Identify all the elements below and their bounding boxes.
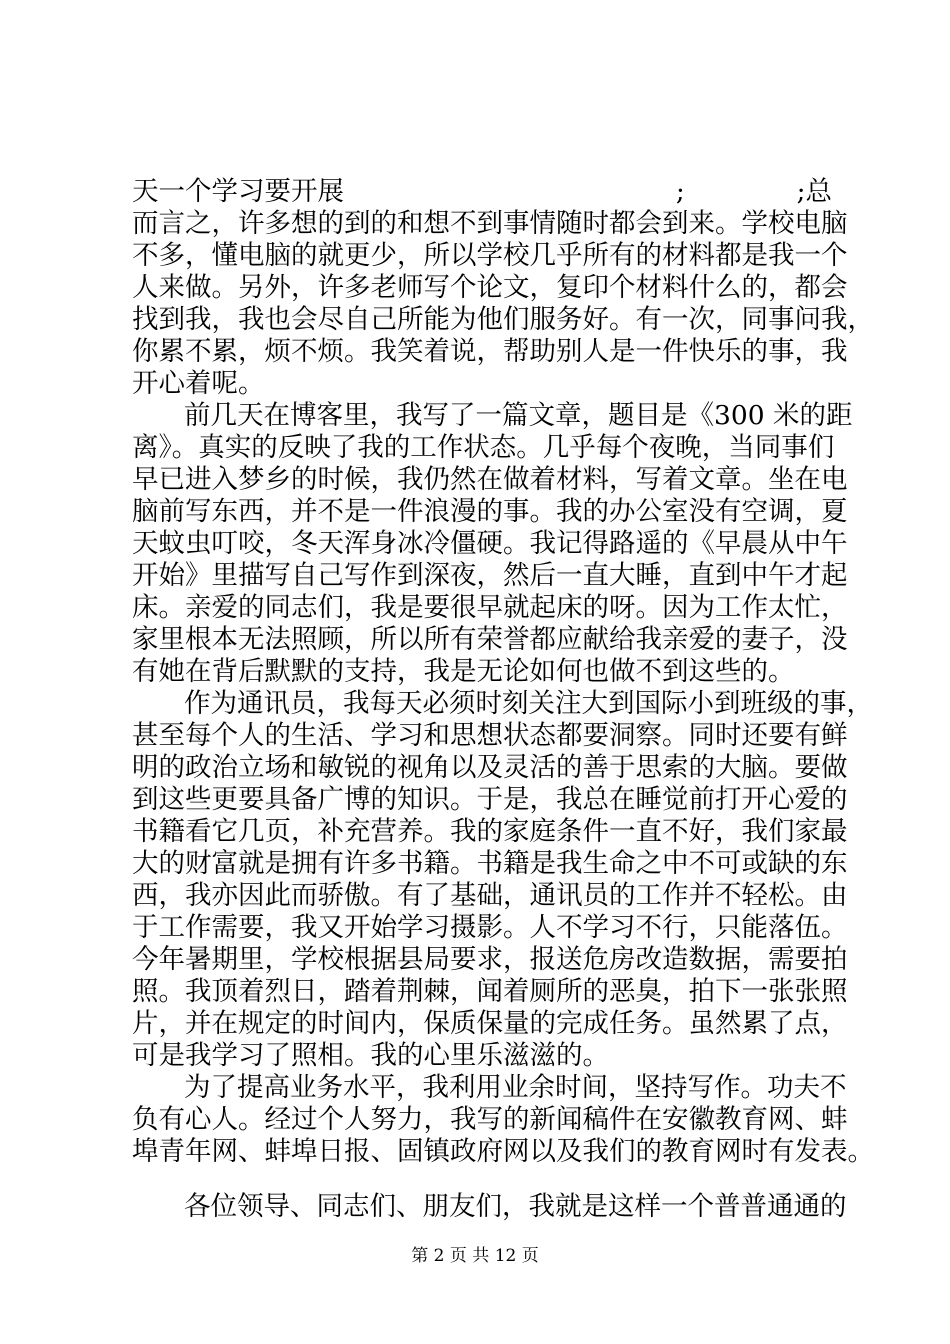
paragraph-first-line: 前几天在博客里，我写了一篇文章，题目是《300 米的距 [184,400,853,431]
text-line: 今年暑期里，学校根据县局要求，报送危房改造数据，需要拍 [132,944,848,975]
text-line-1 [132,176,832,208]
text-line: 天蚊虫叮咬，冬天浑身冰冷僵硬。我记得路遥的《早晨从中午 [132,528,848,559]
paragraph-first-line: 作为通讯员，我每天必须时刻关注大到国际小到班级的事， [184,688,873,719]
text-line: 明的政治立场和敏锐的视角以及灵活的善于思索的大脑。要做 [132,752,848,783]
page-number-footer: 第 2 页 共 12 页 [411,1246,539,1266]
text-line: 大的财富就是拥有许多书籍。书籍是我生命之中不可或缺的东 [132,848,848,879]
text-line: 甚至每个人的生活、学习和思想状态都要洞察。同时还要有鲜 [132,720,848,751]
paragraph-first-line: 各位领导、同志们、朋友们，我就是这样一个普普通通的 [184,1191,847,1222]
first-line-segment-3: ;总 [796,176,832,207]
text-line: 书籍看它几页，补充营养。我的家庭条件一直不好，我们家最 [132,816,848,847]
text-line: 找到我，我也会尽自己所能为他们服务好。有一次，同事问我， [132,304,874,335]
text-line: 早已进入梦乡的时候，我仍然在做着材料，写着文章。坐在电 [132,464,848,495]
text-line: 到这些更要具备广博的知识。于是，我总在睡觉前打开心爱的 [132,784,848,815]
text-line: 西，我亦因此而骄傲。有了基础，通讯员的工作并不轻松。由 [132,880,848,911]
text-line: 而言之，许多想的到的和想不到事情随时都会到来。学校电脑 [132,208,848,239]
text-line: 照。我顶着烈日，踏着荆棘，闻着厕所的恶臭，拍下一张张照 [132,976,848,1007]
text-line: 开始》里描写自己写作到深夜，然后一直大睡，直到中午才起 [132,560,848,591]
text-line: 你累不累，烦不烦。我笑着说，帮助别人是一件快乐的事，我 [132,336,848,367]
paragraph-first-line: 为了提高业务水平，我利用业余时间，坚持写作。功夫不 [184,1072,847,1103]
first-line-segment-2: ; [675,176,685,207]
text-line: 开心着呢。 [132,368,265,399]
text-line: 离》。真实的反映了我的工作状态。几乎每个夜晚，当同事们 [132,432,835,463]
text-line: 可是我学习了照相。我的心里乐滋滋的。 [132,1040,609,1071]
text-line: 负有心人。经过个人努力，我写的新闻稿件在安徽教育网、蚌 [132,1104,848,1135]
text-line: 于工作需要，我又开始学习摄影。人不学习不行，只能落伍。 [132,912,848,943]
text-line: 脑前写东西，并不是一件浪漫的事。我的办公室没有空调，夏 [132,496,848,527]
text-line: 片，并在规定的时间内，保质保量的完成任务。虽然累了点， [132,1008,848,1039]
text-line: 埠青年网、蚌埠日报、固镇政府网以及我们的教育网时有发表。 [132,1136,874,1167]
text-line: 家里根本无法照顾，所以所有荣誉都应献给我亲爱的妻子，没 [132,624,848,655]
text-line: 人来做。另外，许多老师写个论文，复印个材料什么的，都会 [132,272,848,303]
text-line: 不多，懂电脑的就更少，所以学校几乎所有的材料都是我一个 [132,240,848,271]
text-line: 床。亲爱的同志们，我是要很早就起床的呀。因为工作太忙， [132,592,848,623]
first-line-segment-1: 天一个学习要开展 [132,176,344,207]
text-line: 有她在背后默默的支持，我是无论如何也做不到这些的。 [132,656,795,687]
